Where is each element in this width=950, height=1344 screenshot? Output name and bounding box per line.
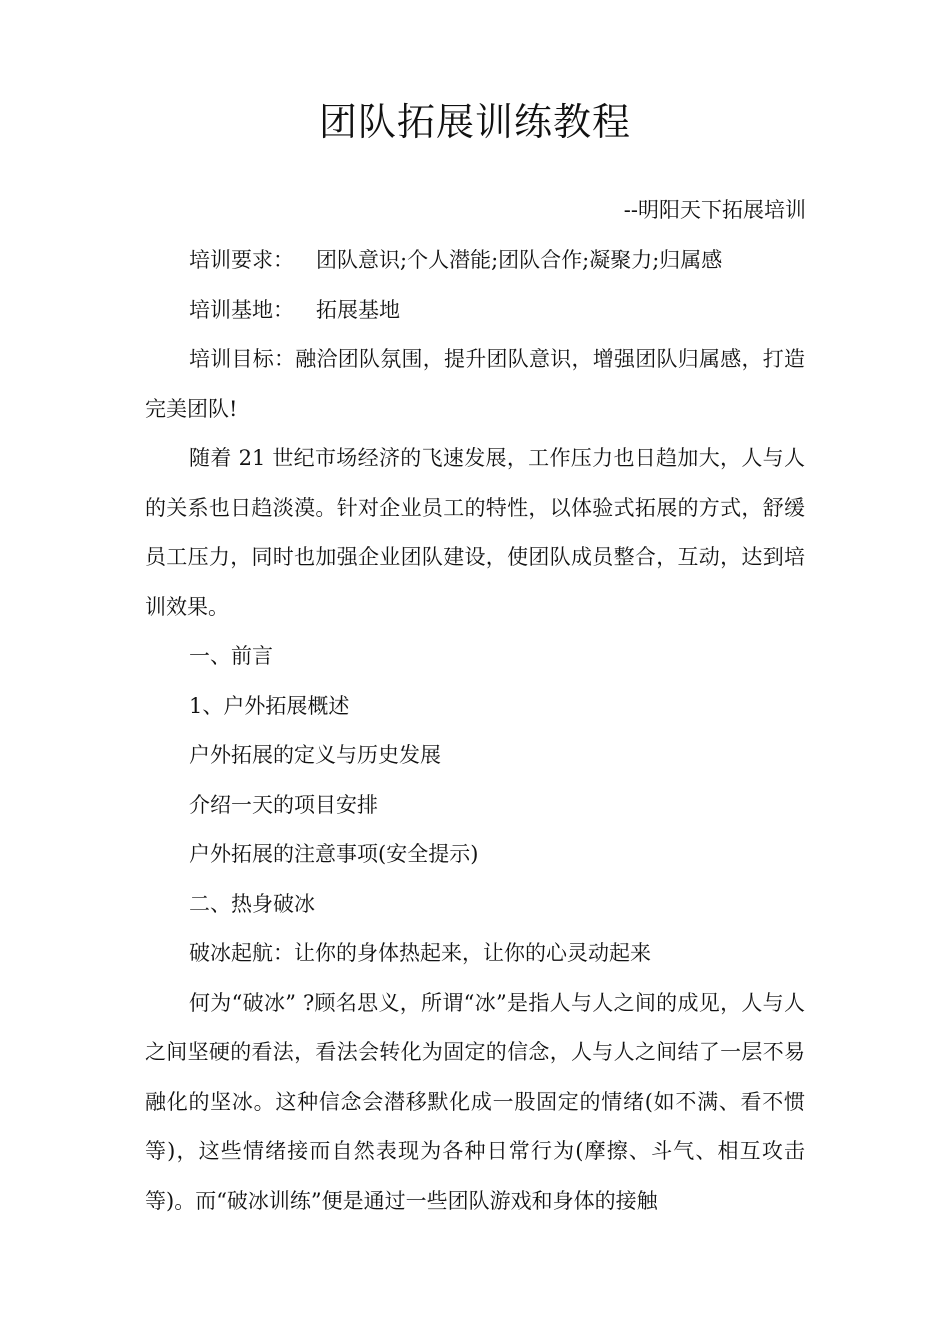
list-item: 户外拓展的注意事项(安全提示) xyxy=(189,842,479,866)
section-heading-warmup: 二、热身破冰 xyxy=(189,891,315,916)
paragraph-icebreak-explanation: 何为“破冰” ?顾名思义，所谓“冰”是指人与人之间的成见，人与人之间坚硬的看法，看法会转化为固定的信念，人与人之间结了一层不易融化的坚冰。这种信念会潜移默化成一股固定的情绪(如不满、看不惯等)，这些情绪接而自然表现为各种日常行为(摩擦、斗气、相互攻击等)。而“破冰训练”便是通过一些团队游戏和身体的接触 xyxy=(145,990,805,1213)
paragraph-training-goal: 培训目标：融洽团队氛围，提升团队意识，增强团队归属感，打造完美团队! xyxy=(145,347,805,421)
document-body xyxy=(145,236,805,1226)
author-line: --明阳天下拓展培训 xyxy=(623,198,806,222)
field-training-requirements xyxy=(145,236,805,286)
field-value: 团队意识;个人潜能;团队合作;凝聚力;归属感 xyxy=(316,248,723,272)
section-heading-preface: 一、前言 xyxy=(189,644,273,668)
document-title: 团队拓展训练教程 xyxy=(318,100,631,144)
field-training-base xyxy=(145,286,805,336)
list-item: 介绍一天的项目安排 xyxy=(189,792,378,817)
field-label: 培训基地： xyxy=(189,297,294,322)
paragraph-icebreak-slogan: 破冰起航：让你的身体热起来，让你的心灵动起来 xyxy=(189,941,651,965)
field-value: 拓展基地 xyxy=(316,297,400,322)
list-item: 户外拓展的定义与历史发展 xyxy=(189,743,441,767)
field-label: 培训要求： xyxy=(189,248,294,272)
paragraph-intro: 随着 21 世纪市场经济的飞速发展，工作压力也日趋加大，人与人的关系也日趋淡漠。针对企业员工的特性，以体验式拓展的方式，舒缓员工压力，同时也加强企业团队建设，使团队成员整合，互动，达到培训效果。 xyxy=(145,446,805,619)
subsection-heading-overview: 1、户外拓展概述 xyxy=(189,693,350,718)
